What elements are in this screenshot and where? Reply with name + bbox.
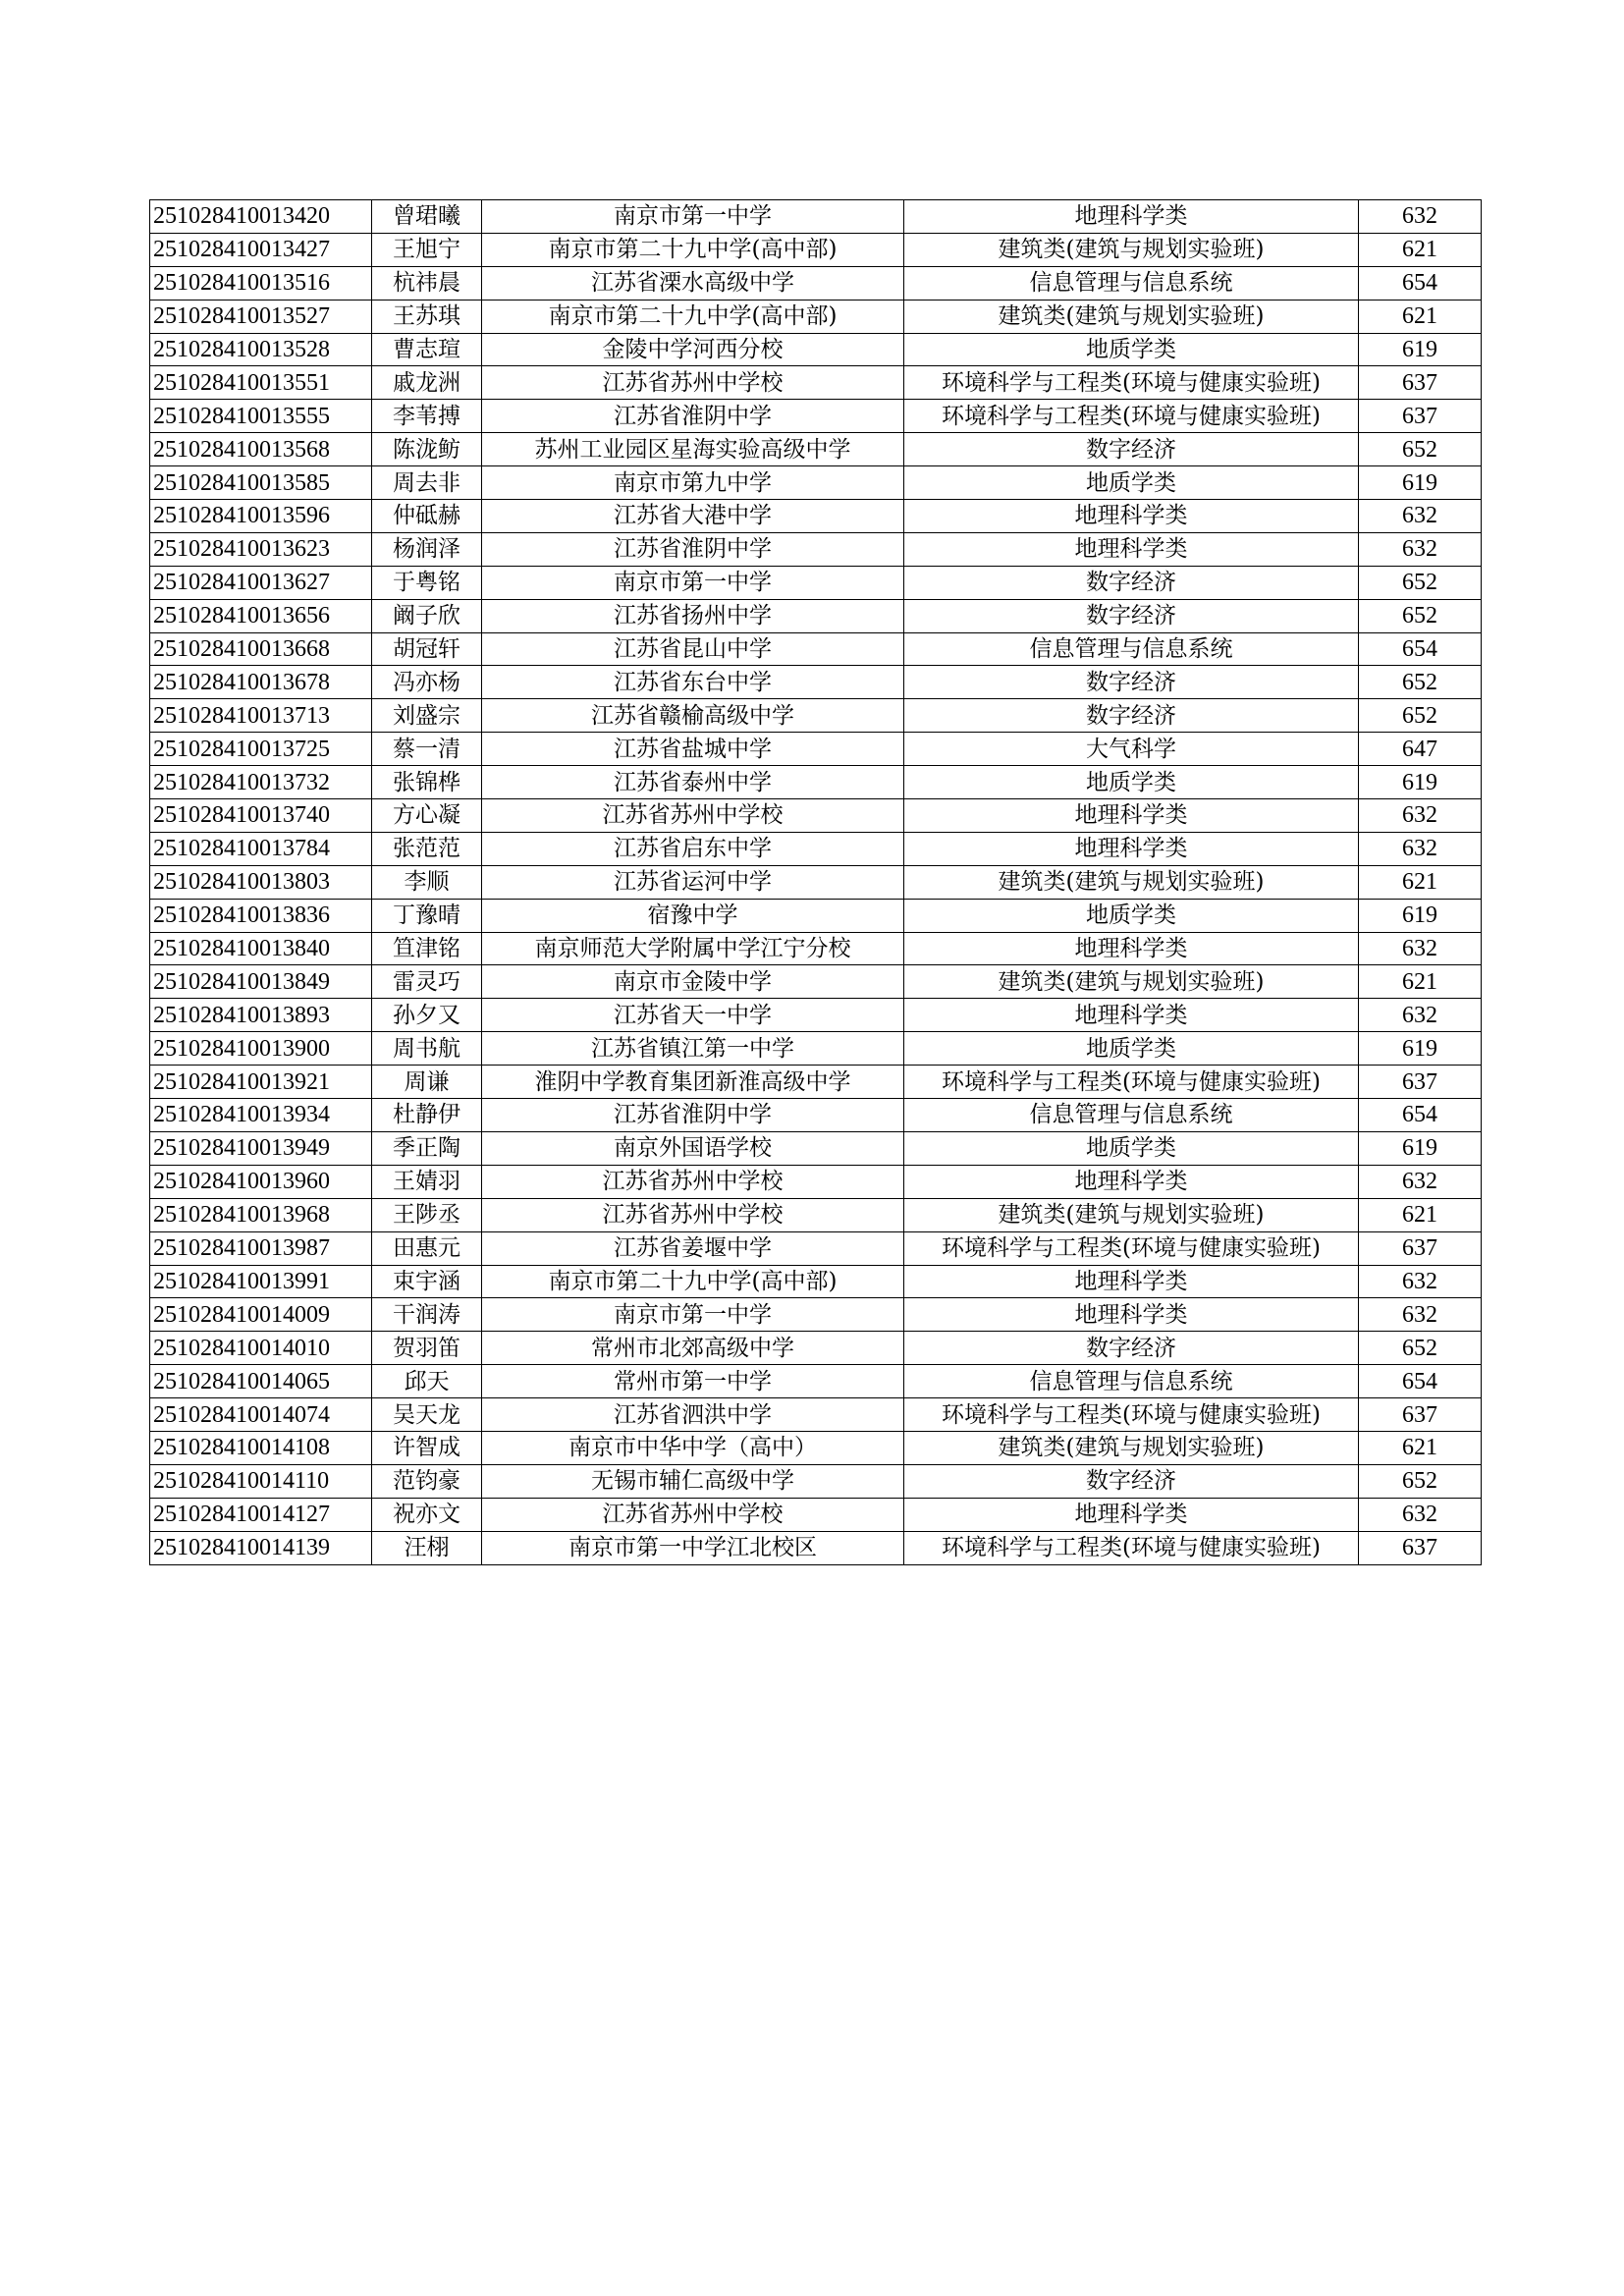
student-name-cell: 胡冠轩	[372, 632, 482, 666]
candidate-id-cell: 251028410013725	[150, 733, 372, 766]
score-cell: 621	[1359, 1431, 1482, 1464]
table-row	[150, 1498, 1482, 1531]
table-row	[150, 1066, 1482, 1099]
student-name-cell: 张范范	[372, 832, 482, 865]
table-row	[150, 366, 1482, 400]
major-cell: 环境科学与工程类(环境与健康实验班)	[904, 1066, 1359, 1099]
major-cell: 建筑类(建筑与规划实验班)	[904, 1198, 1359, 1231]
score-cell: 637	[1359, 366, 1482, 400]
table-row	[150, 766, 1482, 799]
candidate-id-cell: 251028410013991	[150, 1265, 372, 1298]
candidate-id-cell: 251028410013528	[150, 333, 372, 366]
student-name-cell: 杭祎晨	[372, 266, 482, 300]
candidate-id-cell: 251028410013949	[150, 1131, 372, 1165]
major-cell: 地质学类	[904, 1032, 1359, 1066]
score-cell: 637	[1359, 1398, 1482, 1432]
major-cell: 地理科学类	[904, 1498, 1359, 1531]
student-name-cell: 孙夕又	[372, 999, 482, 1032]
school-cell: 江苏省启东中学	[482, 832, 904, 865]
candidate-id-cell: 251028410013627	[150, 566, 372, 599]
table-row	[150, 466, 1482, 500]
table-row	[150, 699, 1482, 733]
school-cell: 南京师范大学附属中学江宁分校	[482, 932, 904, 965]
school-cell: 江苏省泗洪中学	[482, 1398, 904, 1432]
major-cell: 地理科学类	[904, 1265, 1359, 1298]
score-cell: 621	[1359, 233, 1482, 266]
student-name-cell: 方心凝	[372, 799, 482, 833]
school-cell: 江苏省溧水高级中学	[482, 266, 904, 300]
table-row	[150, 1398, 1482, 1432]
student-name-cell: 束宇涵	[372, 1265, 482, 1298]
candidate-id-cell: 251028410013623	[150, 532, 372, 566]
candidate-id-cell: 251028410013678	[150, 666, 372, 699]
student-name-cell: 王婧羽	[372, 1165, 482, 1198]
candidate-id-cell: 251028410013849	[150, 965, 372, 999]
student-name-cell: 杜静伊	[372, 1099, 482, 1132]
student-name-cell: 杨润泽	[372, 532, 482, 566]
student-name-cell: 冯亦杨	[372, 666, 482, 699]
student-name-cell: 仲砥赫	[372, 500, 482, 533]
candidate-id-cell: 251028410014127	[150, 1498, 372, 1531]
score-cell: 637	[1359, 1066, 1482, 1099]
candidate-id-cell: 251028410014009	[150, 1298, 372, 1332]
major-cell: 地理科学类	[904, 1298, 1359, 1332]
table-row	[150, 333, 1482, 366]
student-name-cell: 戚龙洲	[372, 366, 482, 400]
major-cell: 地质学类	[904, 466, 1359, 500]
score-cell: 619	[1359, 766, 1482, 799]
school-cell: 南京外国语学校	[482, 1131, 904, 1165]
score-cell: 652	[1359, 566, 1482, 599]
major-cell: 地理科学类	[904, 1165, 1359, 1198]
major-cell: 信息管理与信息系统	[904, 1365, 1359, 1398]
school-cell: 江苏省扬州中学	[482, 599, 904, 632]
table-row	[150, 999, 1482, 1032]
score-cell: 654	[1359, 1099, 1482, 1132]
table-row	[150, 666, 1482, 699]
major-cell: 建筑类(建筑与规划实验班)	[904, 965, 1359, 999]
school-cell: 南京市第一中学江北校区	[482, 1531, 904, 1564]
score-cell: 619	[1359, 1131, 1482, 1165]
student-name-cell: 贺羽笛	[372, 1332, 482, 1365]
school-cell: 江苏省姜堰中学	[482, 1231, 904, 1265]
student-name-cell: 刘盛宗	[372, 699, 482, 733]
score-cell: 621	[1359, 1198, 1482, 1231]
school-cell: 江苏省淮阴中学	[482, 532, 904, 566]
score-cell: 652	[1359, 433, 1482, 466]
candidate-id-cell: 251028410013893	[150, 999, 372, 1032]
score-cell: 637	[1359, 1231, 1482, 1265]
admission-table	[149, 199, 1482, 1565]
student-name-cell: 笪津铭	[372, 932, 482, 965]
candidate-id-cell: 251028410013568	[150, 433, 372, 466]
score-cell: 632	[1359, 1498, 1482, 1531]
school-cell: 苏州工业园区星海实验高级中学	[482, 433, 904, 466]
table-row	[150, 1165, 1482, 1198]
student-name-cell: 王苏琪	[372, 300, 482, 333]
school-cell: 南京市第二十九中学(高中部)	[482, 233, 904, 266]
school-cell: 江苏省淮阴中学	[482, 400, 904, 433]
student-name-cell: 许智成	[372, 1431, 482, 1464]
major-cell: 环境科学与工程类(环境与健康实验班)	[904, 1398, 1359, 1432]
score-cell: 654	[1359, 266, 1482, 300]
score-cell: 632	[1359, 1165, 1482, 1198]
school-cell: 常州市北郊高级中学	[482, 1332, 904, 1365]
school-cell: 南京市第一中学	[482, 1298, 904, 1332]
candidate-id-cell: 251028410013427	[150, 233, 372, 266]
table-row	[150, 400, 1482, 433]
table-row	[150, 965, 1482, 999]
school-cell: 江苏省泰州中学	[482, 766, 904, 799]
score-cell: 632	[1359, 999, 1482, 1032]
student-name-cell: 丁豫晴	[372, 899, 482, 932]
student-name-cell: 田惠元	[372, 1231, 482, 1265]
student-name-cell: 吴天龙	[372, 1398, 482, 1432]
score-cell: 619	[1359, 333, 1482, 366]
candidate-id-cell: 251028410013713	[150, 699, 372, 733]
school-cell: 江苏省苏州中学校	[482, 366, 904, 400]
table-row	[150, 1365, 1482, 1398]
score-cell: 637	[1359, 400, 1482, 433]
candidate-id-cell: 251028410013596	[150, 500, 372, 533]
table-row	[150, 1531, 1482, 1564]
candidate-id-cell: 251028410013784	[150, 832, 372, 865]
student-name-cell: 周书航	[372, 1032, 482, 1066]
candidate-id-cell: 251028410013527	[150, 300, 372, 333]
score-cell: 619	[1359, 899, 1482, 932]
student-name-cell: 干润涛	[372, 1298, 482, 1332]
student-name-cell: 曹志瑄	[372, 333, 482, 366]
major-cell: 地理科学类	[904, 532, 1359, 566]
student-name-cell: 雷灵巧	[372, 965, 482, 999]
school-cell: 江苏省淮阴中学	[482, 1099, 904, 1132]
major-cell: 地理科学类	[904, 932, 1359, 965]
score-cell: 621	[1359, 300, 1482, 333]
school-cell: 江苏省天一中学	[482, 999, 904, 1032]
table-row	[150, 200, 1482, 234]
score-cell: 652	[1359, 1332, 1482, 1365]
score-cell: 654	[1359, 632, 1482, 666]
major-cell: 地质学类	[904, 766, 1359, 799]
major-cell: 地理科学类	[904, 500, 1359, 533]
candidate-id-cell: 251028410014065	[150, 1365, 372, 1398]
major-cell: 数字经济	[904, 1332, 1359, 1365]
score-cell: 652	[1359, 666, 1482, 699]
student-name-cell: 范钧豪	[372, 1464, 482, 1498]
table-row	[150, 233, 1482, 266]
score-cell: 647	[1359, 733, 1482, 766]
school-cell: 江苏省大港中学	[482, 500, 904, 533]
score-cell: 652	[1359, 599, 1482, 632]
candidate-id-cell: 251028410013803	[150, 865, 372, 899]
score-cell: 619	[1359, 1032, 1482, 1066]
major-cell: 数字经济	[904, 433, 1359, 466]
score-cell: 632	[1359, 500, 1482, 533]
candidate-id-cell: 251028410013960	[150, 1165, 372, 1198]
major-cell: 大气科学	[904, 733, 1359, 766]
school-cell: 宿豫中学	[482, 899, 904, 932]
school-cell: 江苏省盐城中学	[482, 733, 904, 766]
school-cell: 江苏省东台中学	[482, 666, 904, 699]
score-cell: 632	[1359, 532, 1482, 566]
student-name-cell: 张锦桦	[372, 766, 482, 799]
table-row	[150, 832, 1482, 865]
major-cell: 地质学类	[904, 333, 1359, 366]
school-cell: 江苏省镇江第一中学	[482, 1032, 904, 1066]
candidate-id-cell: 251028410014074	[150, 1398, 372, 1432]
major-cell: 地理科学类	[904, 799, 1359, 833]
table-row	[150, 932, 1482, 965]
table-row	[150, 1231, 1482, 1265]
table-row	[150, 733, 1482, 766]
table-row	[150, 865, 1482, 899]
candidate-id-cell: 251028410013840	[150, 932, 372, 965]
major-cell: 建筑类(建筑与规划实验班)	[904, 233, 1359, 266]
table-row	[150, 799, 1482, 833]
table-row	[150, 1265, 1482, 1298]
major-cell: 建筑类(建筑与规划实验班)	[904, 1431, 1359, 1464]
student-name-cell: 蔡一清	[372, 733, 482, 766]
student-name-cell: 周去非	[372, 466, 482, 500]
table-row	[150, 433, 1482, 466]
candidate-id-cell: 251028410013585	[150, 466, 372, 500]
candidate-id-cell: 251028410013668	[150, 632, 372, 666]
score-cell: 637	[1359, 1531, 1482, 1564]
score-cell: 632	[1359, 1298, 1482, 1332]
school-cell: 南京市第二十九中学(高中部)	[482, 1265, 904, 1298]
school-cell: 江苏省赣榆高级中学	[482, 699, 904, 733]
student-name-cell: 陈泷鲂	[372, 433, 482, 466]
major-cell: 数字经济	[904, 699, 1359, 733]
candidate-id-cell: 251028410014110	[150, 1464, 372, 1498]
candidate-id-cell: 251028410013900	[150, 1032, 372, 1066]
score-cell: 632	[1359, 832, 1482, 865]
major-cell: 环境科学与工程类(环境与健康实验班)	[904, 1531, 1359, 1564]
table-row	[150, 1298, 1482, 1332]
table-row	[150, 632, 1482, 666]
student-name-cell: 邱天	[372, 1365, 482, 1398]
candidate-id-cell: 251028410014108	[150, 1431, 372, 1464]
school-cell: 南京市金陵中学	[482, 965, 904, 999]
school-cell: 南京市第九中学	[482, 466, 904, 500]
school-cell: 淮阴中学教育集团新淮高级中学	[482, 1066, 904, 1099]
candidate-id-cell: 251028410013732	[150, 766, 372, 799]
major-cell: 信息管理与信息系统	[904, 632, 1359, 666]
major-cell: 地理科学类	[904, 999, 1359, 1032]
candidate-id-cell: 251028410013656	[150, 599, 372, 632]
major-cell: 数字经济	[904, 599, 1359, 632]
table-row	[150, 1032, 1482, 1066]
student-name-cell: 曾珺曦	[372, 200, 482, 234]
score-cell: 632	[1359, 200, 1482, 234]
major-cell: 数字经济	[904, 1464, 1359, 1498]
candidate-id-cell: 251028410013420	[150, 200, 372, 234]
school-cell: 南京市第一中学	[482, 566, 904, 599]
candidate-id-cell: 251028410014139	[150, 1531, 372, 1564]
school-cell: 江苏省昆山中学	[482, 632, 904, 666]
table-row	[150, 500, 1482, 533]
school-cell: 无锡市辅仁高级中学	[482, 1464, 904, 1498]
school-cell: 南京市中华中学（高中）	[482, 1431, 904, 1464]
student-name-cell: 阚子欣	[372, 599, 482, 632]
table-row	[150, 300, 1482, 333]
table-row	[150, 1464, 1482, 1498]
score-cell: 632	[1359, 932, 1482, 965]
candidate-id-cell: 251028410013551	[150, 366, 372, 400]
score-cell: 652	[1359, 1464, 1482, 1498]
score-cell: 632	[1359, 799, 1482, 833]
candidate-id-cell: 251028410013740	[150, 799, 372, 833]
school-cell: 江苏省苏州中学校	[482, 1498, 904, 1531]
school-cell: 江苏省苏州中学校	[482, 1165, 904, 1198]
major-cell: 地理科学类	[904, 832, 1359, 865]
student-name-cell: 李顺	[372, 865, 482, 899]
student-name-cell: 王旭宁	[372, 233, 482, 266]
major-cell: 地理科学类	[904, 200, 1359, 234]
school-cell: 南京市第一中学	[482, 200, 904, 234]
score-cell: 652	[1359, 699, 1482, 733]
major-cell: 地质学类	[904, 1131, 1359, 1165]
student-name-cell: 周谦	[372, 1066, 482, 1099]
school-cell: 江苏省苏州中学校	[482, 1198, 904, 1231]
student-name-cell: 祝亦文	[372, 1498, 482, 1531]
score-cell: 632	[1359, 1265, 1482, 1298]
major-cell: 数字经济	[904, 566, 1359, 599]
candidate-id-cell: 251028410013836	[150, 899, 372, 932]
candidate-id-cell: 251028410013987	[150, 1231, 372, 1265]
student-name-cell: 王陟丞	[372, 1198, 482, 1231]
school-cell: 南京市第二十九中学(高中部)	[482, 300, 904, 333]
school-cell: 金陵中学河西分校	[482, 333, 904, 366]
major-cell: 环境科学与工程类(环境与健康实验班)	[904, 366, 1359, 400]
student-name-cell: 汪栩	[372, 1531, 482, 1564]
major-cell: 建筑类(建筑与规划实验班)	[904, 865, 1359, 899]
table-row	[150, 266, 1482, 300]
major-cell: 信息管理与信息系统	[904, 266, 1359, 300]
table-row	[150, 599, 1482, 632]
school-cell: 常州市第一中学	[482, 1365, 904, 1398]
table-row	[150, 532, 1482, 566]
score-cell: 619	[1359, 466, 1482, 500]
score-cell: 621	[1359, 865, 1482, 899]
school-cell: 江苏省运河中学	[482, 865, 904, 899]
school-cell: 江苏省苏州中学校	[482, 799, 904, 833]
table-row	[150, 1198, 1482, 1231]
table-row	[150, 1099, 1482, 1132]
candidate-id-cell: 251028410013921	[150, 1066, 372, 1099]
table-body	[150, 200, 1482, 1565]
major-cell: 地质学类	[904, 899, 1359, 932]
candidate-id-cell: 251028410013934	[150, 1099, 372, 1132]
student-name-cell: 李苇搏	[372, 400, 482, 433]
candidate-id-cell: 251028410013516	[150, 266, 372, 300]
table-row	[150, 1131, 1482, 1165]
table-row	[150, 566, 1482, 599]
student-name-cell: 季正陶	[372, 1131, 482, 1165]
major-cell: 信息管理与信息系统	[904, 1099, 1359, 1132]
candidate-id-cell: 251028410013555	[150, 400, 372, 433]
major-cell: 环境科学与工程类(环境与健康实验班)	[904, 1231, 1359, 1265]
score-cell: 621	[1359, 965, 1482, 999]
student-name-cell: 于粤铭	[372, 566, 482, 599]
candidate-id-cell: 251028410014010	[150, 1332, 372, 1365]
major-cell: 数字经济	[904, 666, 1359, 699]
table-row	[150, 899, 1482, 932]
table-row	[150, 1332, 1482, 1365]
major-cell: 建筑类(建筑与规划实验班)	[904, 300, 1359, 333]
score-cell: 654	[1359, 1365, 1482, 1398]
table-row	[150, 1431, 1482, 1464]
candidate-id-cell: 251028410013968	[150, 1198, 372, 1231]
major-cell: 环境科学与工程类(环境与健康实验班)	[904, 400, 1359, 433]
